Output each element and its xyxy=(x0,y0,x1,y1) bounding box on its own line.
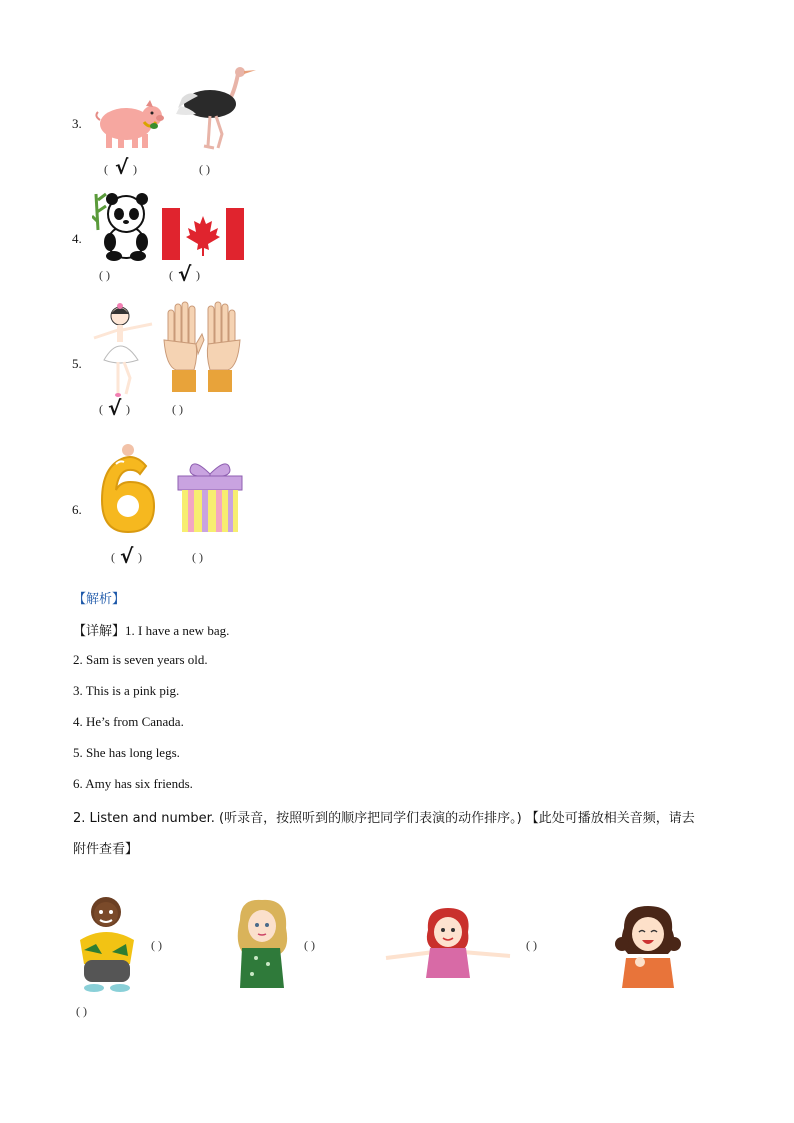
item-3-left-paren-open: ( xyxy=(104,162,108,176)
item-6-left-paren-close: ) xyxy=(138,550,142,564)
item-6-number: 6. xyxy=(72,502,82,517)
analysis-heading: 【解析】 xyxy=(73,592,126,607)
item-6-right-blank: ( ) xyxy=(192,550,203,564)
pig-icon xyxy=(94,96,166,152)
analysis-sentence-3: 3. This is a pink pig. xyxy=(73,683,180,698)
question-2-instruction-cont: 附件查看】 xyxy=(73,842,139,857)
number-six-icon xyxy=(96,444,160,536)
item-3-number: 3. xyxy=(72,116,82,131)
item-4-right-paren-open: ( xyxy=(169,268,173,282)
gift-icon xyxy=(174,456,246,534)
question-2-instruction: 2. Listen and number. (听录音，按照听到的顺序把同学们表演的动作排序。) 【此处可播放相关音频，请去 xyxy=(73,811,695,826)
arms-out-girl-icon xyxy=(382,906,514,982)
item-4-check-mark: √ xyxy=(178,262,192,286)
item-4-right-paren-close: ) xyxy=(196,268,200,282)
laughing-girl-icon xyxy=(612,904,684,988)
item-6-left-paren-open: ( xyxy=(111,550,115,564)
item-3-left-paren-close: ) xyxy=(133,162,137,176)
item-3-right-blank: ( ) xyxy=(199,162,210,176)
ostrich-icon xyxy=(176,64,264,152)
detail-label: 【详解】 xyxy=(73,624,126,639)
item-5-left-paren-open: ( xyxy=(99,402,103,416)
analysis-sentence-4: 4. He’s from Canada. xyxy=(73,714,184,729)
item-5-left-paren-close: ) xyxy=(126,402,130,416)
item-5-right-blank: ( ) xyxy=(172,402,183,416)
crouching-boy-icon xyxy=(76,894,138,994)
analysis-sentence-5: 5. She has long legs. xyxy=(73,745,180,760)
blank-3: ( ) xyxy=(526,938,537,952)
item-3-check-mark: √ xyxy=(115,155,129,179)
analysis-sentence-6: 6. Amy has six friends. xyxy=(73,776,193,791)
blank-4: ( ) xyxy=(76,1004,87,1018)
item-6-check-mark: √ xyxy=(120,544,134,568)
hands-icon xyxy=(162,300,242,394)
item-4-left-blank: ( ) xyxy=(99,268,110,282)
ballerina-icon xyxy=(90,302,156,398)
analysis-sentence-1: 1. I have a new bag. xyxy=(125,623,230,638)
panda-icon xyxy=(92,190,154,262)
standing-girl-icon xyxy=(230,898,292,990)
blank-1: ( ) xyxy=(151,938,162,952)
blank-2: ( ) xyxy=(304,938,315,952)
analysis-sentence-2: 2. Sam is seven years old. xyxy=(73,652,208,667)
item-4-number: 4. xyxy=(72,231,82,246)
canada-flag-icon xyxy=(162,208,244,260)
item-5-number: 5. xyxy=(72,356,82,371)
analysis-line-1 xyxy=(73,620,229,639)
item-5-check-mark: √ xyxy=(108,396,122,420)
